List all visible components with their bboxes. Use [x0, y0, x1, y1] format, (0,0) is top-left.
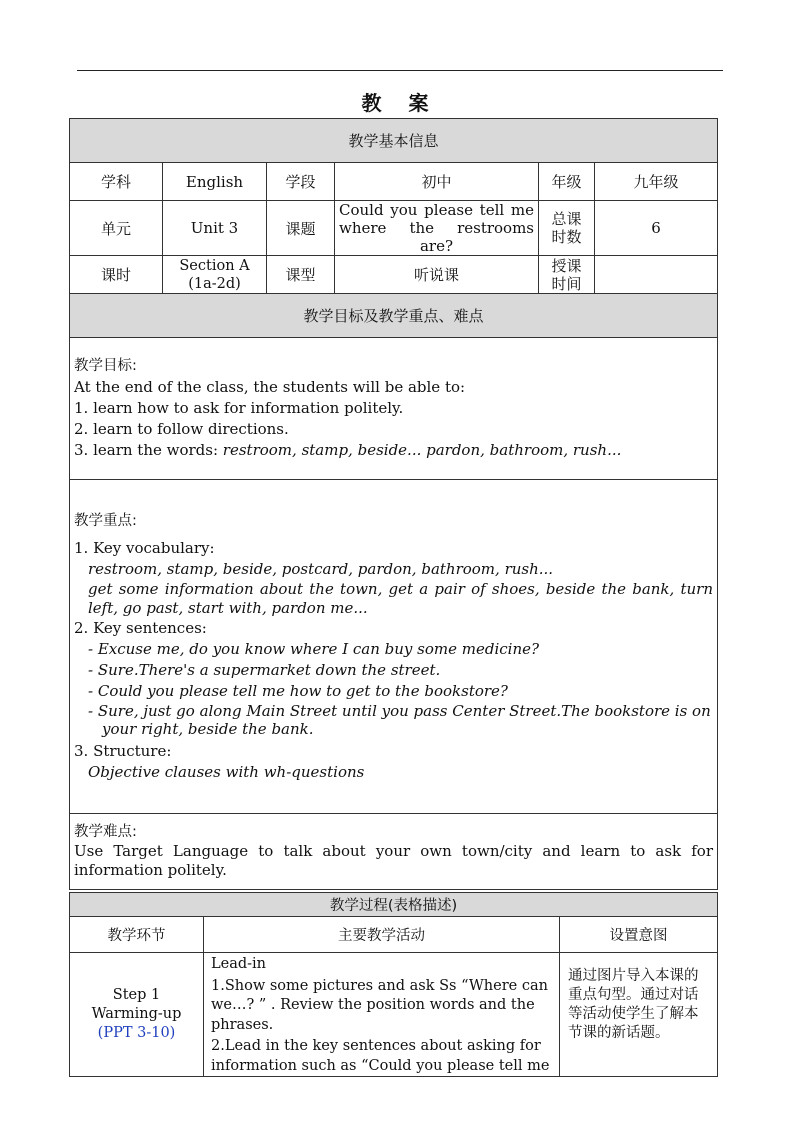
col-header-activities: 主要教学活动	[204, 917, 560, 953]
ppt-reference: (PPT 3-10)	[97, 1025, 176, 1041]
top-rule	[77, 70, 723, 71]
stage-label: 学段	[267, 163, 335, 201]
key-sentence: - Sure.There's a supermarket down the street.	[88, 660, 441, 679]
grade-label: 年级	[539, 163, 595, 201]
vocab-line: get some information about the town, get a pair of shoes, beside the bank, turn left, go past, start with, pardon me...	[88, 579, 714, 617]
goals-section-header: 教学目标及教学重点、难点	[70, 294, 718, 338]
sentences-label: 2. Key sentences:	[74, 618, 207, 637]
objective-item	[74, 440, 713, 461]
topic-value: Could you please tell me where the restrooms are?	[335, 201, 539, 256]
teaching-time-label: 授课时间	[539, 256, 595, 294]
document-title: 教 案	[361, 91, 439, 115]
difficulties-label: 教学难点:	[74, 824, 137, 840]
col-header-step: 教学环节	[70, 917, 204, 953]
objectives-intro: At the end of the class, the students will be able to:	[74, 378, 466, 396]
key-sentence: - Sure, just go along Main Street until you pass Center Street.The bookstore is on your right, beside the bank.	[88, 701, 711, 738]
info-row	[70, 163, 718, 201]
unit-value: Unit 3	[163, 201, 267, 256]
step-number: Step 1	[112, 987, 161, 1003]
grade-value: 九年级	[595, 163, 718, 201]
objective-item: 2. learn to follow directions.	[74, 420, 289, 438]
objectives-cell	[70, 338, 718, 480]
difficulties-cell	[70, 814, 718, 890]
key-sentence: - Excuse me, do you know where I can buy some medicine?	[88, 639, 540, 658]
intent-cell: 通过图片导入本课的重点句型。通过对话等活动使学生了解本节课的新话题。	[560, 953, 718, 1077]
objective-item: 1. learn how to ask for information politely.	[74, 399, 404, 417]
activities-cell	[204, 953, 560, 1077]
period-label: 课时	[70, 256, 163, 294]
activity-line: Lead-in	[211, 956, 267, 972]
key-points-cell	[70, 480, 718, 814]
teaching-time-value	[595, 256, 718, 294]
col-header-intent: 设置意图	[560, 917, 718, 953]
vocab-line: restroom, stamp, beside, postcard, pardon, bathroom, rush...	[88, 559, 554, 578]
subject-label: 学科	[70, 163, 163, 201]
structure-label: 3. Structure:	[74, 741, 172, 760]
objective-item-lead: 3. learn the words:	[74, 441, 219, 459]
subject-value: English	[163, 163, 267, 201]
basic-info-header: 教学基本信息	[70, 119, 718, 163]
key-sentence: - Could you please tell me how to get to the bookstore?	[88, 681, 508, 700]
total-periods-label: 总课时数	[539, 201, 595, 256]
info-row	[70, 256, 718, 294]
step-cell	[70, 953, 204, 1077]
topic-label: 课题	[267, 201, 335, 256]
lesson-info-table	[69, 118, 718, 890]
activity-line: 2.Lead in the key sentences about asking for information such as “Could you please tell me	[211, 1038, 550, 1074]
process-table	[69, 892, 718, 1077]
key-points-label: 教学重点:	[74, 512, 137, 529]
process-header: 教学过程(表格描述)	[70, 893, 718, 917]
total-periods-value: 6	[595, 201, 718, 256]
unit-label: 单元	[70, 201, 163, 256]
objectives-label: 教学目标:	[74, 358, 137, 374]
activity-line: 1.Show some pictures and ask Ss “Where can we…? ” . Review the position words and the phrases.	[211, 977, 548, 1033]
lesson-type-value: 听说课	[335, 256, 539, 294]
structure-value: Objective clauses with wh-questions	[88, 762, 365, 781]
difficulties-text: Use Target Language to talk about your own town/city and learn to ask for information politely.	[74, 842, 714, 879]
step-name: Warming-up	[91, 1006, 182, 1022]
stage-value: 初中	[335, 163, 539, 201]
vocab-label: 1. Key vocabulary:	[74, 538, 215, 557]
period-value: Section A (1a-2d)	[163, 256, 267, 294]
lesson-type-label: 课型	[267, 256, 335, 294]
objective-words: restroom, stamp, beside... pardon, bathroom, rush...	[218, 441, 622, 459]
table-row	[70, 953, 718, 1077]
info-row	[70, 201, 718, 256]
